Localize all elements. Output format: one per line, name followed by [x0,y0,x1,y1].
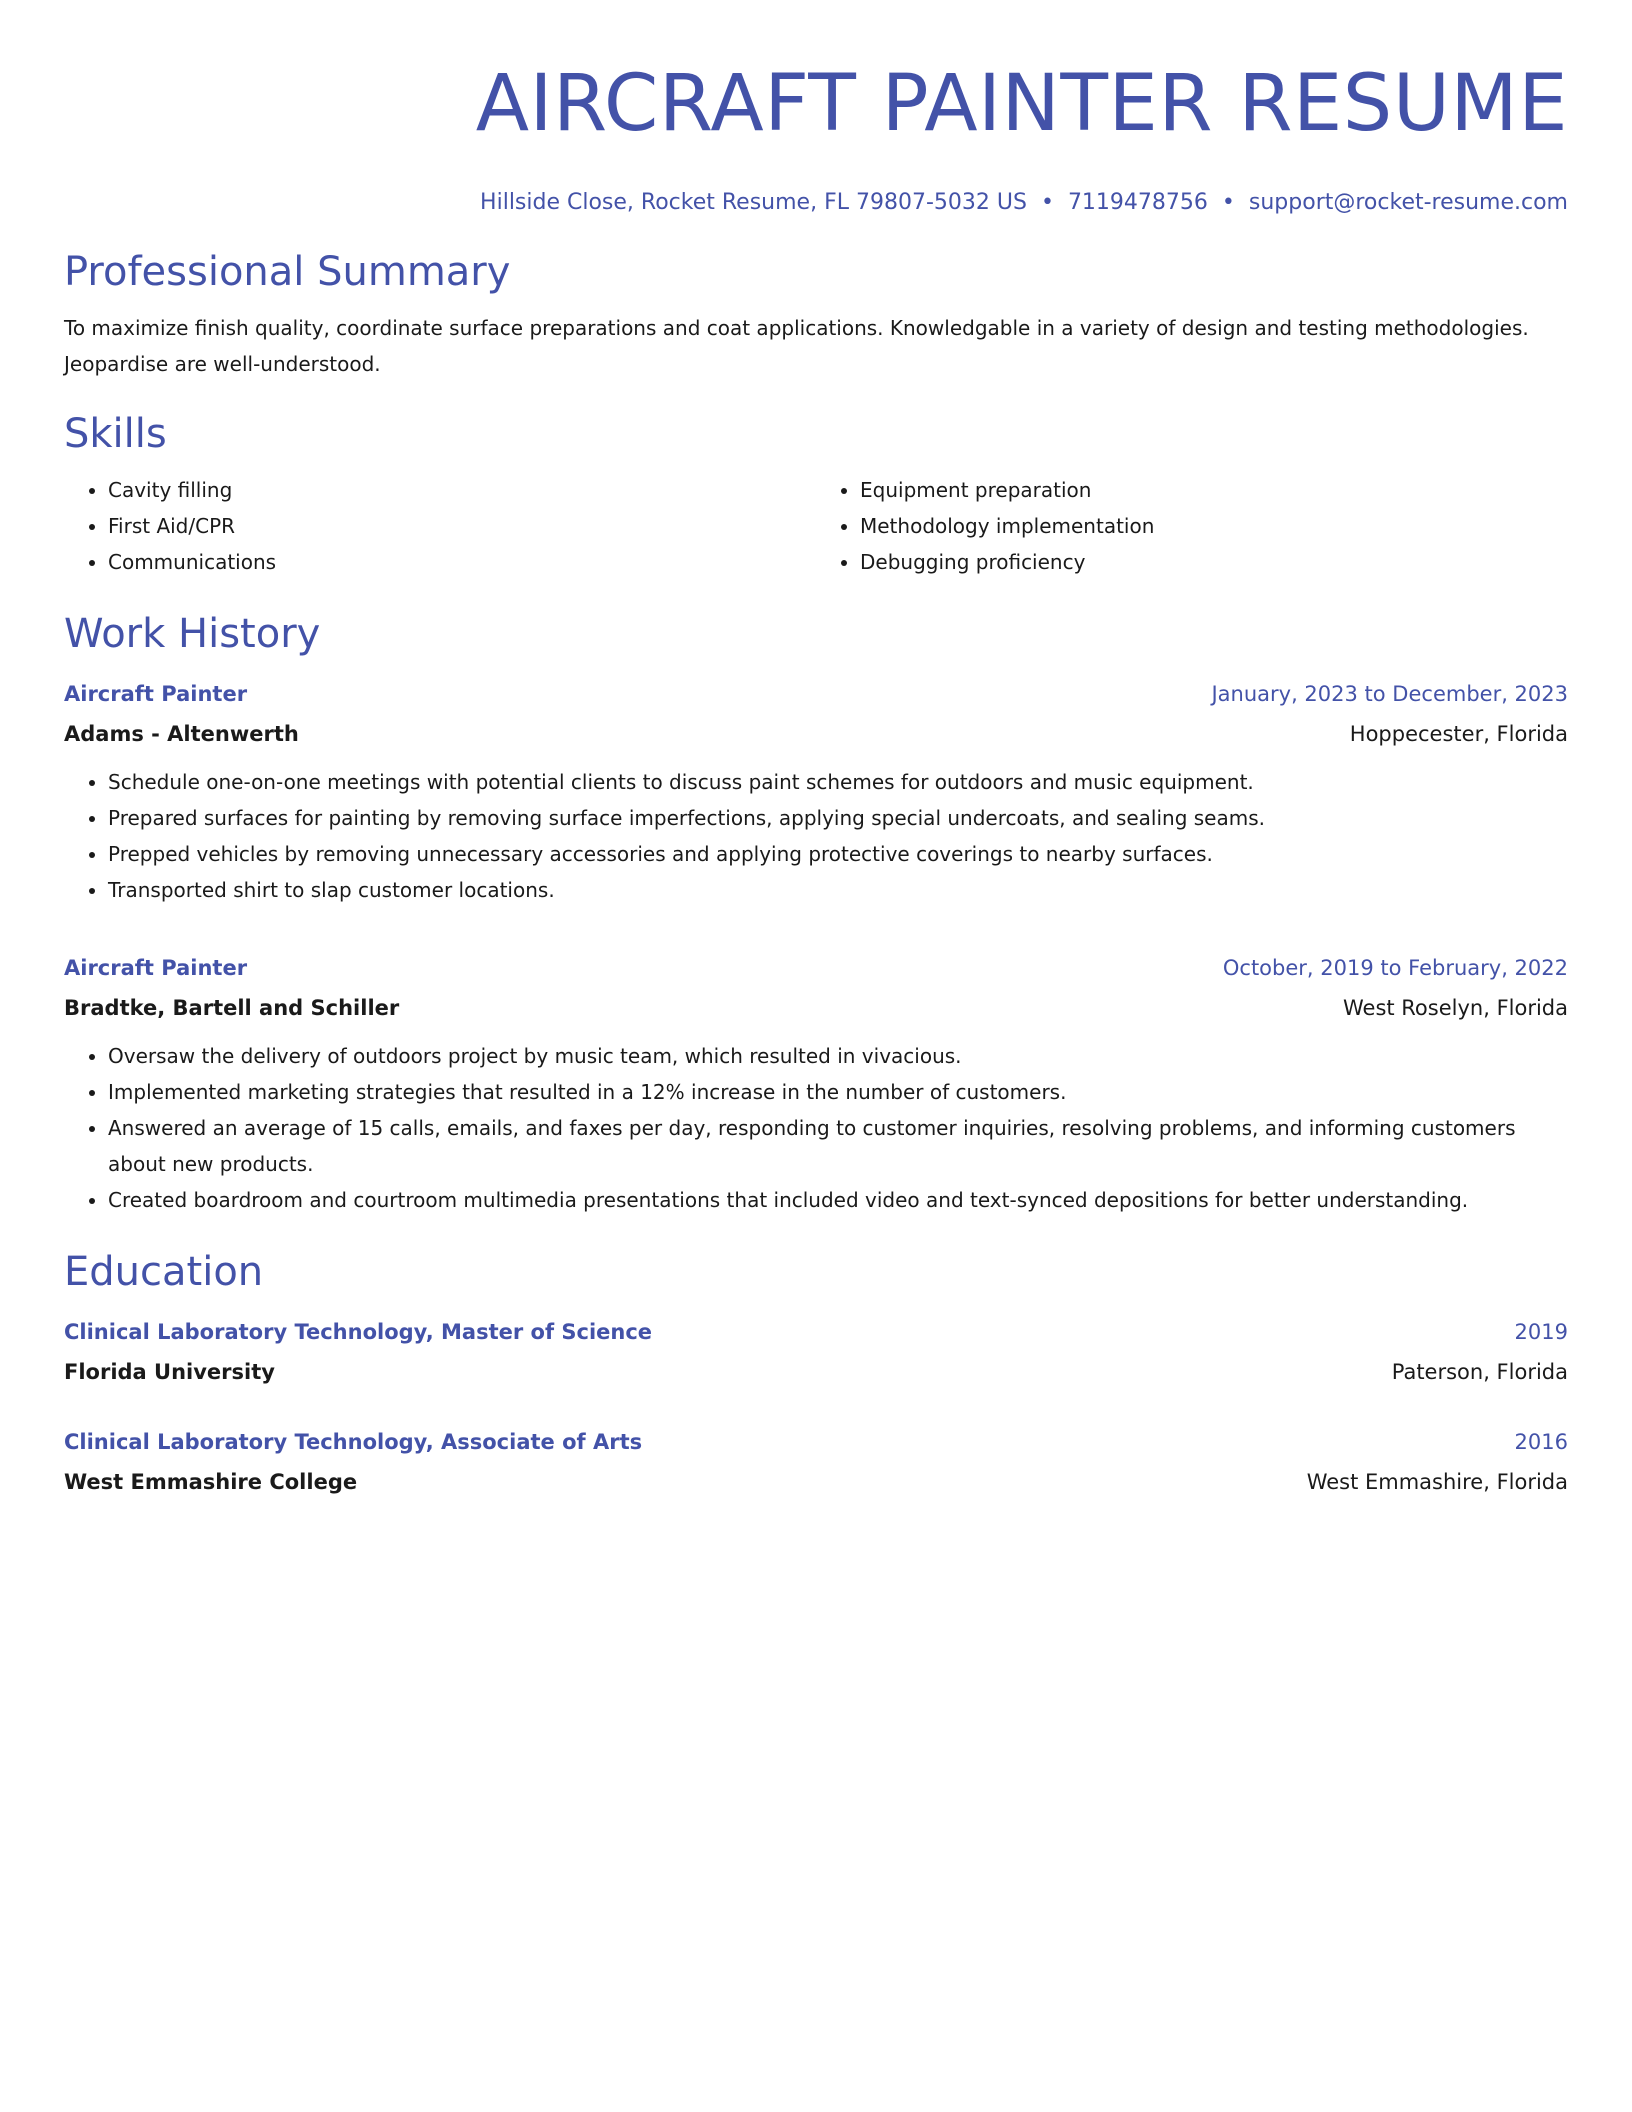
contact-phone: 7119478756 [1067,190,1208,215]
job-bullet: • Schedule one-on-one meetings with potential clients to discuss paint schemes for outdoors and music equipment. [108,764,1568,800]
job-entry [64,674,1568,908]
skill-item: • Communications [108,544,816,580]
job-bullet: • Answered an average of 15 calls, emails, and faxes per day, responding to customer inquiries, resolving problems, and informing customers about new products. [108,1110,1568,1182]
education-location: Paterson, Florida [1391,1360,1568,1384]
job-bullet: • Prepped vehicles by removing unnecessary accessories and applying protective coverings to nearby surfaces. [108,836,1568,872]
skills-section [64,408,1568,580]
education-school: Florida University [64,1360,275,1384]
job-company: Adams - Altenwerth [64,722,299,746]
education-degree: Clinical Laboratory Technology, Associate of Arts [64,1430,643,1454]
job-bullet: • Prepared surfaces for painting by removing surface imperfections, applying special undercoats, and sealing seams. [108,800,1568,836]
job-header-row [64,948,1568,988]
education-year: 2019 [1514,1320,1568,1344]
skills-heading: Skills [64,411,167,457]
work-history-heading: Work History [64,611,321,657]
skill-item: • Debugging proficiency [860,544,1568,580]
skills-column-left [64,472,816,580]
contact-separator: • [1221,190,1235,215]
job-title: Aircraft Painter [64,956,248,980]
job-bullet: • Oversaw the delivery of outdoors project by music team, which resulted in vivacious. [108,1038,1568,1074]
resume-title: AIRCRAFT PAINTER RESUME [475,59,1568,149]
skills-grid [64,472,1568,580]
job-header-row [64,674,1568,714]
education-location: West Emmashire, Florida [1306,1470,1568,1494]
education-school-row [64,1352,1568,1392]
education-section [64,1246,1568,1502]
skill-item: • First Aid/CPR [108,508,816,544]
job-dates: January, 2023 to December, 2023 [1211,682,1568,706]
job-bullet: • Created boardroom and courtroom multimedia presentations that included video and text-synced depositions for better understanding. [108,1182,1568,1218]
education-year: 2016 [1514,1430,1568,1454]
job-company-row [64,714,1568,754]
education-school: West Emmashire College [64,1470,358,1494]
skill-item: • Cavity filling [108,472,816,508]
summary-section [64,246,1568,382]
job-title: Aircraft Painter [64,682,248,706]
skill-item: • Equipment preparation [860,472,1568,508]
job-bullet: • Transported shirt to slap customer locations. [108,872,1568,908]
contact-line [64,188,1568,218]
job-location: Hoppecester, Florida [1349,722,1568,746]
resume-header [64,0,1568,218]
job-company: Bradtke, Bartell and Schiller [64,996,400,1020]
contact-address: Hillside Close, Rocket Resume, FL 79807-5032 US [480,190,1027,215]
summary-heading: Professional Summary [64,249,511,295]
education-school-row [64,1462,1568,1502]
job-bullets [64,1038,1568,1218]
education-entry [64,1312,1568,1392]
job-bullets [64,764,1568,908]
education-heading: Education [64,1249,264,1295]
job-company-row [64,988,1568,1028]
job-entry [64,948,1568,1218]
skills-column-right [816,472,1568,580]
contact-email[interactable]: support@rocket-resume.com [1248,190,1568,215]
education-degree-row [64,1312,1568,1352]
summary-text: To maximize finish quality, coordinate surface preparations and coat applications. Knowledgable in a variety of design and testing methodologies. Jeopardise are well-understood. [64,316,1529,376]
education-entry [64,1422,1568,1502]
education-degree-row [64,1422,1568,1462]
work-history-section [64,608,1568,1218]
job-dates: October, 2019 to February, 2022 [1222,956,1568,980]
education-degree: Clinical Laboratory Technology, Master of Science [64,1320,653,1344]
skill-item: • Methodology implementation [860,508,1568,544]
contact-separator: • [1040,190,1054,215]
job-bullet: • Implemented marketing strategies that resulted in a 12% increase in the number of customers. [108,1074,1568,1110]
job-location: West Roselyn, Florida [1342,996,1568,1020]
